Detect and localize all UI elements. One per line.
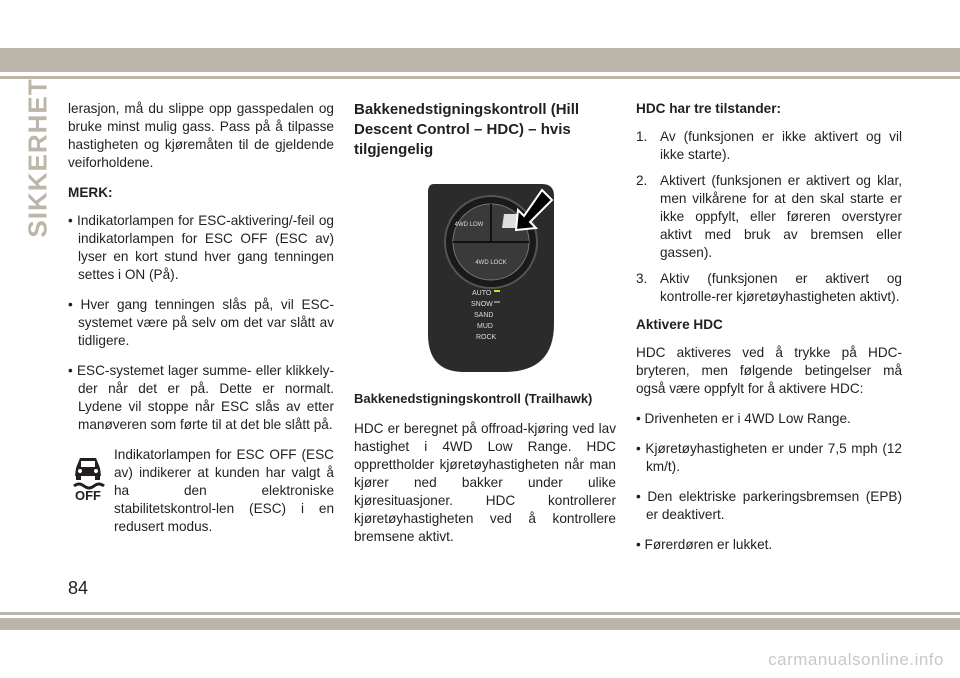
state-item: [636, 172, 902, 262]
state-text: Av (funksjonen er ikke aktivert og vil ikke starte).: [660, 129, 902, 162]
header-rule: [0, 76, 960, 79]
section-tab-label: SIKKERHET: [22, 78, 53, 238]
state-item: [636, 128, 902, 164]
esc-off-notice: [68, 446, 334, 536]
esc-off-text: Indikatorlampen for ESC OFF (ESC av) indikerer at kunden har valgt å ha den elektroniske stabilitetskontrol-len (ESC) i en redusert modus.: [114, 447, 334, 534]
intro-paragraph: lerasjon, må du slippe opp gasspedalen og bruke minst mulig gass. Pass på å tilpasse hastigheten og kjøremåten til de gjeldende veiforholdene.: [68, 101, 334, 170]
section-tab: [20, 78, 56, 238]
state-text: Aktiv (funksjonen er aktivert og kontrolle-rer kjøretøyhastigheten aktivt).: [660, 271, 902, 304]
note-bullet: • ESC-systemet lager summe- eller klikkely-der når det er på. Dette er normalt. Lydene vil stoppe når ESC slås av etter manøveren som førte til at det ble slått på.: [68, 363, 334, 432]
mode-label: ROCK: [476, 334, 497, 341]
condition-bullet: • Den elektriske parkeringsbremsen (EPB) er deaktivert.: [636, 489, 902, 522]
button-4wd-lock: 4WD LOCK: [475, 260, 507, 266]
condition-bullet: • Drivenheten er i 4WD Low Range.: [636, 411, 851, 426]
header-band: [0, 48, 960, 72]
mode-label: AUTO: [472, 290, 492, 297]
activate-body: HDC aktiveres ved å trykke på HDC-bryteren, men følgende betingelser må også være oppfylt for å aktivere HDC:: [636, 345, 902, 396]
note-label: MERK:: [68, 185, 113, 200]
mode-label: MUD: [477, 323, 493, 330]
esc-off-icon-label: OFF: [75, 488, 101, 502]
watermark: carmanualsonline.info: [768, 650, 944, 669]
condition-bullet: • Kjøretøyhastigheten er under 7,5 mph (12 km/t).: [636, 441, 902, 474]
button-4wd-low: 4WD LOW: [454, 222, 484, 228]
state-number: 3.: [636, 271, 648, 286]
esc-off-icon: [68, 446, 114, 536]
state-text: Aktivert (funksjonen er aktivert og klar, men vilkårene for at den skal starte er ikke oppfylt, eller føreren overstyrer aktivt med bruk av bremsen eller gassen).: [660, 173, 902, 260]
mode-label: SAND: [474, 312, 494, 319]
footer-rule: [0, 612, 960, 615]
condition-bullet: • Førerdøren er lukket.: [636, 537, 773, 552]
state-number: 1.: [636, 129, 648, 144]
figure-caption: Bakkenedstigningskontroll (Trailhawk): [354, 391, 593, 406]
states-title: HDC har tre tilstander:: [636, 101, 782, 116]
state-number: 2.: [636, 173, 648, 188]
hdc-body: HDC er beregnet på offroad-kjøring ved lav hastighet i 4WD Low Range. HDC opprettholder kjøretøyhastigheten når man kjører ned bakker under ulike kjøresituasjoner. HDC kontrollerer kjøretøyhastigheten ved å kontrollere bremsene aktivt.: [354, 421, 616, 544]
hdc-heading: Bakkenedstigningskontroll (Hill Descent Control – HDC) – hvis tilgjengelig: [354, 101, 580, 158]
page-number: 84: [68, 578, 89, 598]
mode-label: SNOW: [471, 301, 493, 308]
state-item: [636, 270, 902, 306]
column-left: [68, 100, 334, 536]
footer-band: [0, 618, 960, 630]
column-middle: [354, 100, 616, 558]
note-bullet: • Indikatorlampen for ESC-aktivering/-feil og indikatorlampen for ESC OFF (ESC av) lyser en kort stund hver gang tenningen settes i ON (På).: [68, 213, 334, 282]
activate-title: Aktivere HDC: [636, 317, 723, 332]
column-right: [636, 100, 902, 566]
note-bullet: • Hver gang tenningen slås på, vil ESC-systemet være på selv om det var slått av tidligere.: [68, 297, 334, 348]
hdc-switch-figure: [354, 184, 632, 380]
